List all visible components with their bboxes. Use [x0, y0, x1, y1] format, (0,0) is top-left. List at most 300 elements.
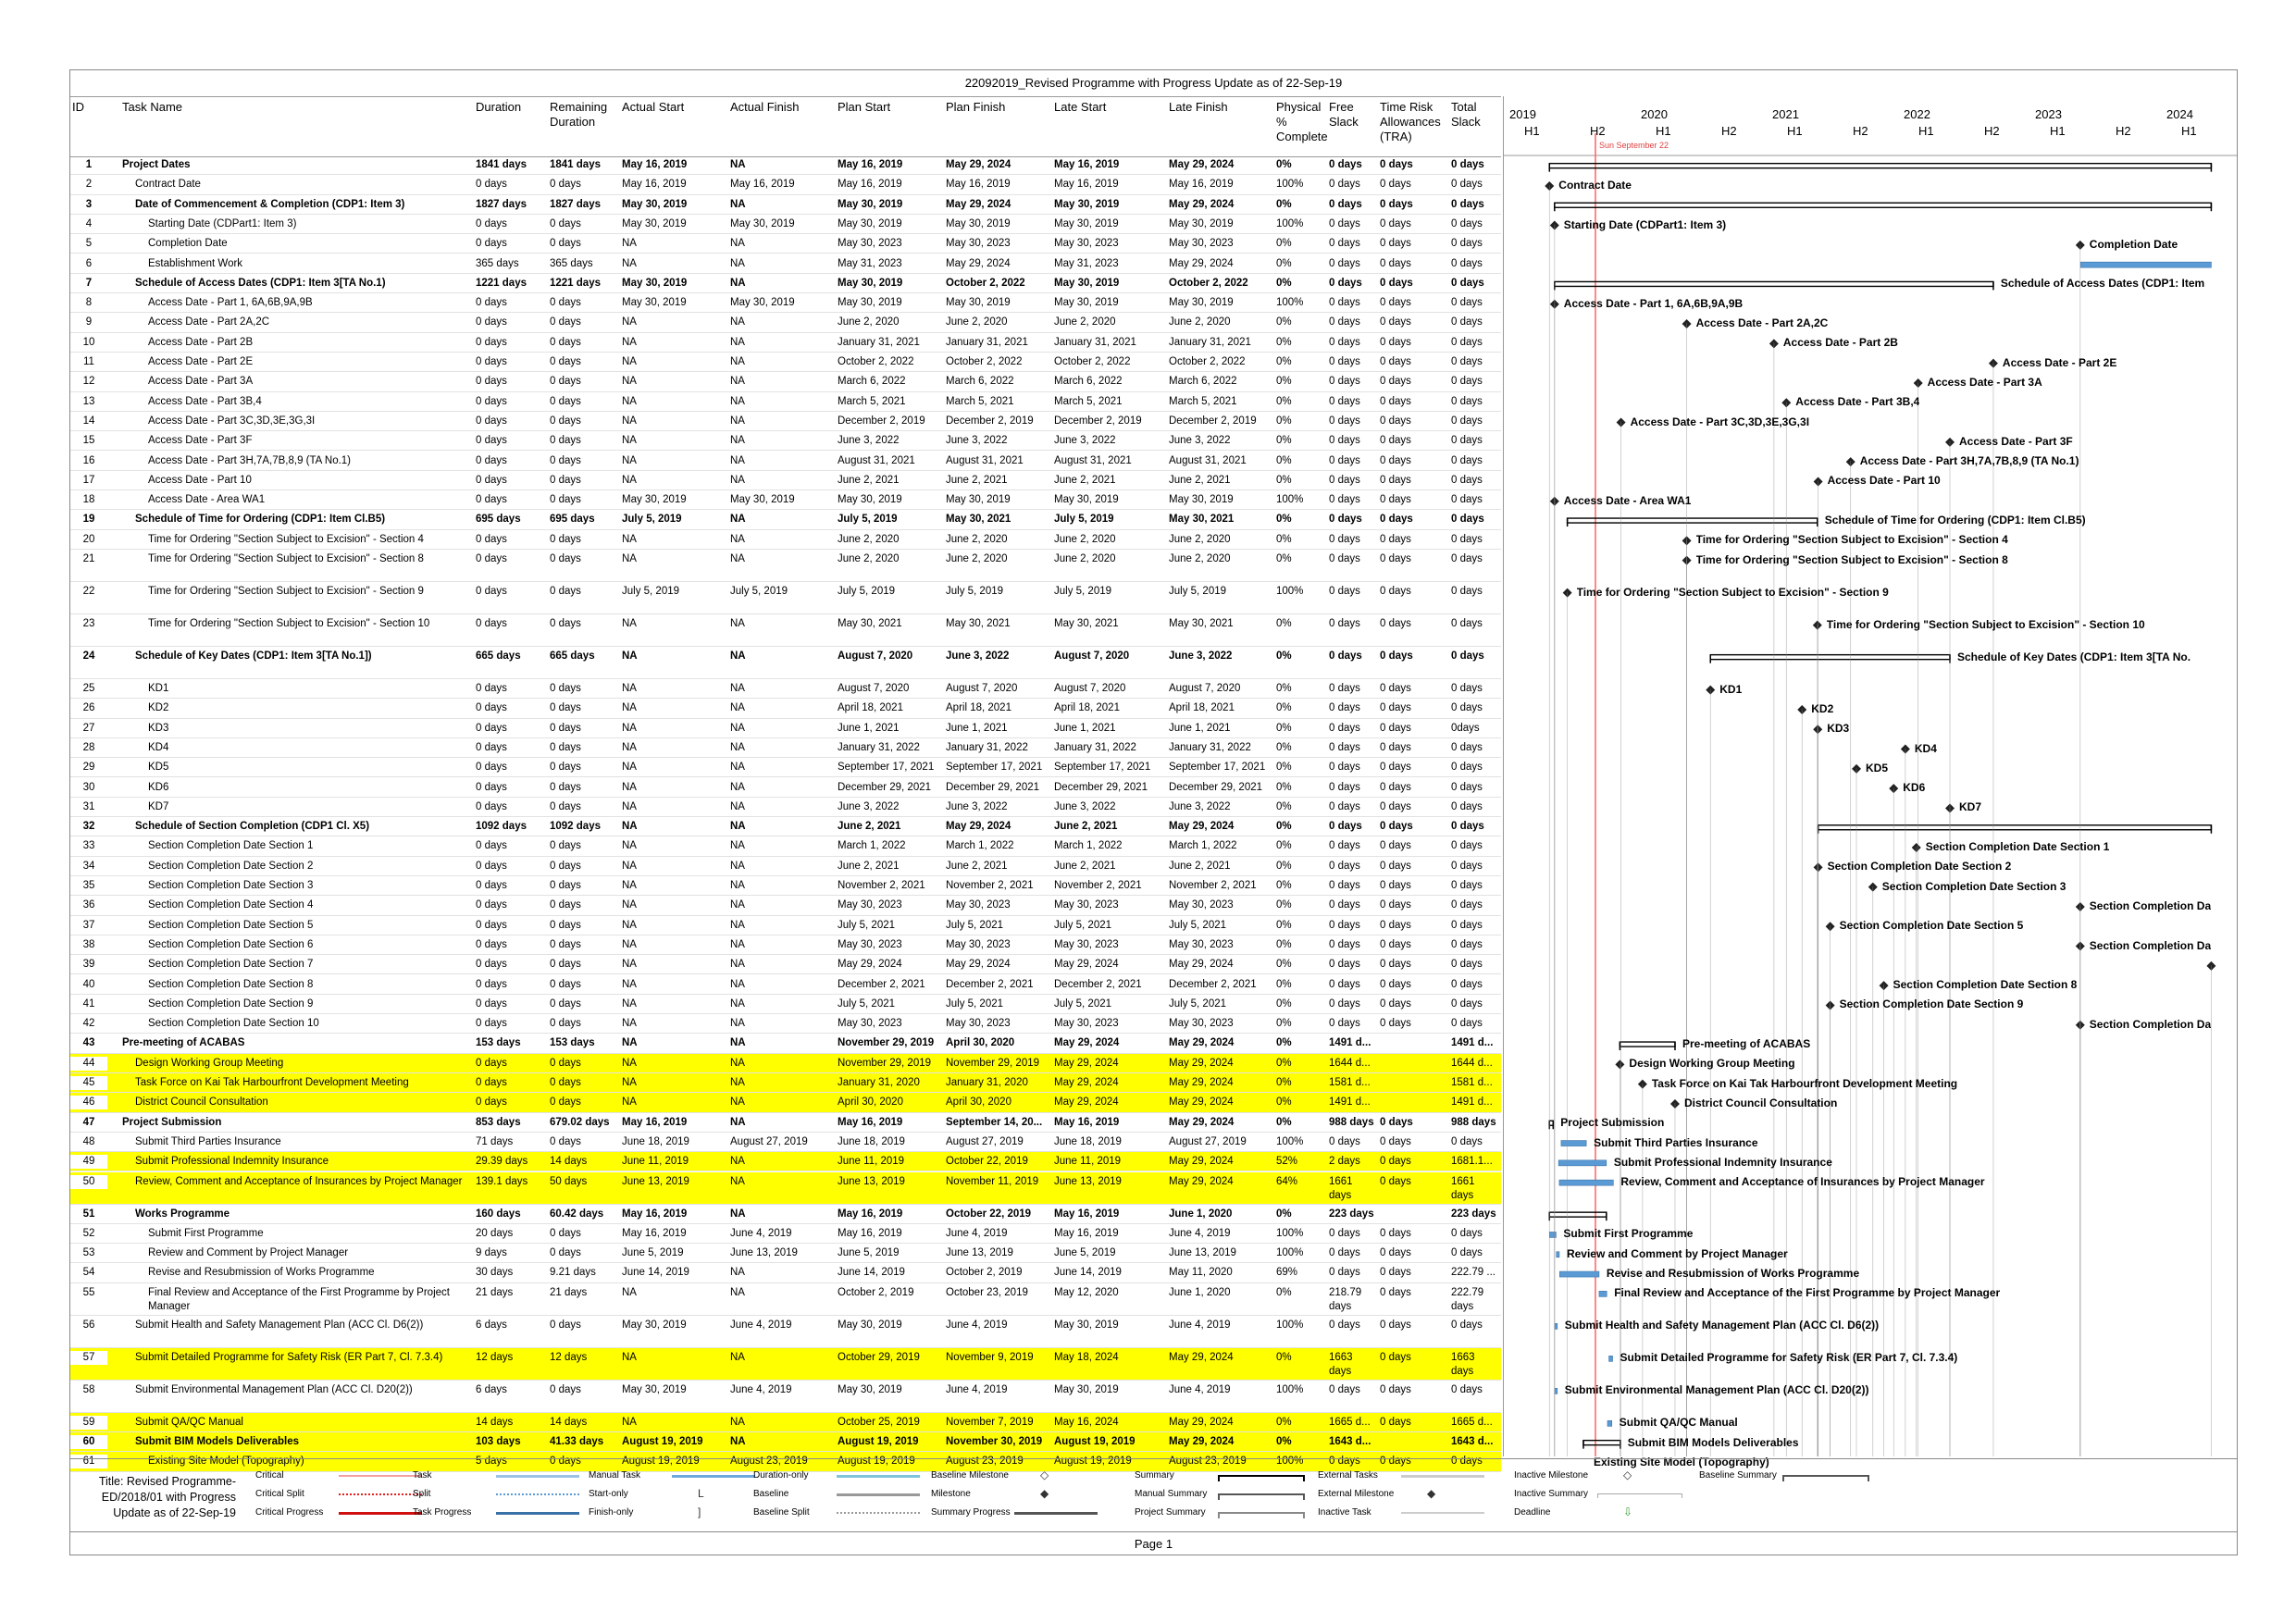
legend-label: External Milestone: [1318, 1489, 1395, 1499]
cell-lstart: July 5, 2021: [1054, 919, 1112, 931]
cell-lstart: May 18, 2024: [1054, 1351, 1119, 1363]
cell-afinish: NA: [730, 1351, 745, 1363]
cell-pstart: April 30, 2020: [838, 1096, 903, 1109]
table-row[interactable]: [70, 778, 1501, 798]
table-row[interactable]: [70, 1113, 1501, 1133]
cell-astart: May 30, 2019: [622, 1319, 687, 1331]
cell-lstart: March 6, 2022: [1054, 376, 1123, 388]
col-id[interactable]: ID: [72, 100, 84, 114]
cell-pct: 0%: [1276, 198, 1292, 210]
col-late-finish[interactable]: Late Finish: [1169, 100, 1228, 114]
cell-tra: 0 days: [1380, 533, 1411, 545]
table-row[interactable]: [70, 975, 1501, 995]
cell-remaining: 153 days: [550, 1037, 595, 1049]
cell-remaining: 0 days: [550, 1319, 581, 1331]
table-row[interactable]: [70, 955, 1501, 974]
table-row[interactable]: [70, 195, 1501, 215]
cell-astart: NA: [622, 454, 637, 466]
cell-tra: 0 days: [1380, 1156, 1411, 1168]
col-total-slack[interactable]: Total Slack: [1451, 100, 1481, 129]
table-row[interactable]: [70, 1133, 1501, 1152]
table-row[interactable]: [70, 471, 1501, 490]
cell-fslack: 0 days: [1329, 474, 1360, 486]
gantt-bar-label: Project Submission: [1560, 1116, 1665, 1130]
table-row[interactable]: [70, 1172, 1501, 1205]
cell-duration: 0 days: [476, 800, 507, 812]
cell-pfinish: September 14, 20...: [946, 1116, 1043, 1128]
table-row[interactable]: [70, 1152, 1501, 1171]
cell-pfinish: December 2, 2019: [946, 415, 1034, 427]
cell-lfinish: August 31, 2021: [1169, 454, 1247, 466]
task-name: Submit BIM Models Deliverables: [135, 1436, 300, 1447]
cell-astart: August 19, 2019: [622, 1436, 703, 1447]
table-row[interactable]: [70, 1283, 1501, 1316]
table-row[interactable]: [70, 490, 1501, 510]
table-row[interactable]: [70, 1224, 1501, 1244]
cell-astart: May 16, 2019: [622, 1208, 688, 1220]
col-plan-start[interactable]: Plan Start: [838, 100, 891, 114]
task-bar: [1599, 1291, 1607, 1296]
cell-pstart: May 31, 2023: [838, 257, 902, 269]
legend-swatch: [1218, 1512, 1305, 1518]
cell-pfinish: May 16, 2019: [946, 179, 1011, 191]
cell-lstart: June 18, 2019: [1054, 1135, 1122, 1147]
cell-lstart: June 3, 2022: [1054, 800, 1116, 812]
table-row[interactable]: [70, 254, 1501, 274]
table-row[interactable]: [70, 530, 1501, 550]
gantt-bar-label: Access Date - Part 2E: [2002, 355, 2117, 369]
row-id: 50: [70, 1175, 107, 1189]
cell-pct: 0%: [1276, 683, 1292, 694]
row-id: 32: [82, 821, 95, 833]
cell-tra: 0 days: [1380, 722, 1411, 734]
table-row[interactable]: [70, 647, 1501, 679]
task-name: Schedule of Time for Ordering (CDP1: Item Cl.B5): [135, 514, 386, 526]
col-actual-start[interactable]: Actual Start: [622, 100, 685, 114]
task-name: KD1: [148, 683, 169, 694]
cell-pstart: May 30, 2023: [838, 1018, 902, 1030]
table-row[interactable]: [70, 857, 1501, 876]
row-id: 4: [85, 217, 93, 229]
cell-afinish: NA: [730, 238, 745, 250]
cell-pstart: May 30, 2023: [838, 899, 902, 911]
cell-tslack: 0 days: [1451, 376, 1483, 388]
table-row[interactable]: [70, 215, 1501, 234]
cell-pfinish: October 2, 2019: [946, 1267, 1023, 1279]
table-row[interactable]: [70, 333, 1501, 353]
cell-duration: 0 days: [476, 840, 507, 852]
table-row[interactable]: [70, 510, 1501, 529]
cell-lfinish: May 29, 2024: [1169, 1057, 1234, 1069]
gantt-bar-label: Review, Comment and Acceptance of Insurances by Project Manager: [1620, 1175, 1985, 1189]
cell-fslack: 0 days: [1329, 415, 1360, 427]
summary-bar: [1818, 825, 2212, 830]
table-row[interactable]: [70, 431, 1501, 451]
cell-pstart: June 11, 2019: [838, 1156, 905, 1168]
col-actual-finish[interactable]: Actual Finish: [730, 100, 800, 114]
cell-duration: 0 days: [476, 860, 507, 872]
table-row[interactable]: [70, 234, 1501, 254]
table-row[interactable]: [70, 916, 1501, 935]
cell-remaining: 0 days: [550, 474, 581, 486]
cell-tslack: 0 days: [1451, 257, 1483, 269]
legend-swatch: [837, 1475, 920, 1478]
task-name: Existing Site Model (Topography): [148, 1456, 304, 1468]
cell-pct: 100%: [1276, 179, 1304, 191]
cell-pstart: May 30, 2023: [838, 938, 902, 950]
cell-lstart: June 2, 2021: [1054, 860, 1116, 872]
legend-label: Duration-only: [753, 1470, 809, 1481]
table-row[interactable]: [70, 1034, 1501, 1053]
cell-tslack: 0 days: [1451, 474, 1483, 486]
table-row[interactable]: [70, 1316, 1501, 1348]
summary-bar: [1710, 655, 1950, 660]
cell-pfinish: June 2, 2020: [946, 533, 1008, 545]
cell-afinish: NA: [730, 533, 745, 545]
cell-remaining: 0 days: [550, 336, 581, 348]
cell-astart: NA: [622, 997, 637, 1010]
cell-tslack: 1491 d...: [1451, 1037, 1494, 1049]
cell-tslack: 1644 d...: [1451, 1057, 1493, 1069]
cell-pfinish: April 30, 2020: [946, 1037, 1015, 1049]
table-row[interactable]: [70, 582, 1501, 614]
table-row[interactable]: [70, 1073, 1501, 1093]
cell-afinish: NA: [730, 316, 745, 328]
cell-lstart: March 1, 2022: [1054, 840, 1123, 852]
cell-lstart: June 2, 2021: [1054, 821, 1118, 833]
cell-tslack: 0 days: [1451, 1456, 1483, 1468]
summary-bar: [1549, 164, 2211, 168]
table-row[interactable]: [70, 817, 1501, 836]
cell-pfinish: August 23, 2019: [946, 1456, 1024, 1468]
cell-tra: 0 days: [1380, 741, 1411, 753]
cell-pct: 0%: [1276, 1018, 1292, 1030]
cell-astart: NA: [622, 533, 637, 545]
row-id: 28: [82, 741, 95, 753]
cell-remaining: 0 days: [550, 781, 581, 793]
cell-lstart: January 31, 2022: [1054, 741, 1136, 753]
row-id: 8: [85, 297, 93, 309]
summary-bar: [1549, 1212, 1607, 1217]
task-name: Revise and Resubmission of Works Programme: [148, 1267, 375, 1279]
cell-afinish: NA: [730, 1175, 745, 1187]
cell-lstart: June 2, 2021: [1054, 474, 1116, 486]
cell-pstart: March 5, 2021: [838, 395, 906, 407]
cell-tslack: 0 days: [1451, 395, 1483, 407]
cell-astart: NA: [622, 821, 638, 833]
cell-tra: 0 days: [1380, 1116, 1413, 1128]
cell-duration: 12 days: [476, 1351, 514, 1363]
cell-pfinish: June 2, 2021: [946, 860, 1008, 872]
cell-lfinish: May 30, 2021: [1169, 514, 1235, 526]
cell-pstart: May 30, 2019: [838, 297, 902, 309]
cell-lstart: December 2, 2019: [1054, 415, 1142, 427]
cell-fslack: 1663 days: [1329, 1351, 1353, 1377]
table-row[interactable]: [70, 155, 1501, 175]
table-row[interactable]: [70, 758, 1501, 777]
cell-duration: 1221 days: [476, 277, 527, 289]
cell-fslack: 0 days: [1329, 997, 1360, 1010]
cell-lfinish: March 1, 2022: [1169, 840, 1237, 852]
cell-fslack: 0 days: [1329, 494, 1360, 506]
gantt-bar-label: Access Date - Part 3B,4: [1795, 395, 1920, 409]
row-id: 23: [82, 618, 95, 629]
legend-label: Deadline: [1514, 1507, 1551, 1518]
cell-astart: July 5, 2019: [622, 586, 680, 597]
cell-tra: 0 days: [1380, 1247, 1411, 1259]
cell-duration: 0 days: [476, 1096, 507, 1109]
table-row[interactable]: [70, 699, 1501, 718]
cell-tslack: 1665 d...: [1451, 1416, 1493, 1428]
gantt-bar-label: Completion Date: [2089, 237, 2178, 251]
table-row[interactable]: [70, 935, 1501, 955]
cell-fslack: 1661 days: [1329, 1175, 1353, 1201]
table-row[interactable]: [70, 1205, 1501, 1224]
cell-lfinish: June 4, 2019: [1169, 1383, 1231, 1395]
col-late-start[interactable]: Late Start: [1054, 100, 1107, 114]
cell-afinish: May 30, 2019: [730, 494, 795, 506]
col-physical-complete[interactable]: Physical % Complete: [1276, 100, 1328, 143]
cell-duration: 0 days: [476, 762, 507, 774]
col-duration[interactable]: Duration: [476, 100, 522, 114]
cell-afinish: NA: [730, 618, 745, 629]
cell-lfinish: June 2, 2020: [1169, 553, 1231, 564]
cell-pfinish: November 29, 2019: [946, 1057, 1040, 1069]
cell-tslack: 0 days: [1451, 1319, 1483, 1331]
cell-pfinish: May 29, 2024: [946, 198, 1011, 210]
cell-tra: 0 days: [1380, 762, 1411, 774]
cell-lstart: August 19, 2019: [1054, 1436, 1136, 1447]
gantt-bar-label: Time for Ordering "Section Subject to Excision" - Section 8: [1695, 552, 2008, 566]
cell-pstart: March 1, 2022: [838, 840, 906, 852]
cell-pfinish: November 11, 2019: [946, 1175, 1039, 1187]
row-id: 10: [82, 336, 95, 348]
cell-lfinish: March 6, 2022: [1169, 376, 1237, 388]
cell-afinish: NA: [730, 840, 745, 852]
row-id: 22: [82, 586, 95, 597]
cell-duration: 0 days: [476, 474, 507, 486]
cell-duration: 0 days: [476, 722, 507, 734]
cell-afinish: August 27, 2019: [730, 1135, 808, 1147]
task-name: Access Date - Part 3C,3D,3E,3G,3I: [148, 415, 316, 427]
cell-tslack: 0 days: [1451, 217, 1483, 229]
task-name: KD3: [148, 722, 169, 734]
baseline-ms-icon: ◇: [1040, 1468, 1049, 1481]
task-name: Completion Date: [148, 238, 228, 250]
cell-lstart: May 30, 2023: [1054, 1018, 1119, 1030]
cell-remaining: 14 days: [550, 1156, 588, 1168]
gantt-bar-label: Access Date - Part 1, 6A,6B,9A,9B: [1563, 296, 1744, 310]
cell-tra: 0 days: [1380, 376, 1411, 388]
task-name: Submit Environmental Management Plan (ACC Cl. D20(2)): [135, 1383, 413, 1395]
table-row[interactable]: [70, 1093, 1501, 1112]
gantt-bar-label: Revise and Resubmission of Works Programme: [1606, 1267, 1860, 1281]
cell-pstart: June 2, 2020: [838, 533, 900, 545]
cell-duration: 0 days: [476, 356, 507, 367]
cell-duration: 30 days: [476, 1267, 514, 1279]
table-row[interactable]: [70, 353, 1501, 372]
cell-lfinish: June 1, 2020: [1169, 1208, 1233, 1220]
cell-pfinish: September 17, 2021: [946, 762, 1043, 774]
legend-label: Manual Summary: [1135, 1489, 1208, 1499]
cell-remaining: 0 days: [550, 1057, 581, 1069]
cell-lfinish: May 16, 2019: [1169, 179, 1234, 191]
col-remaining[interactable]: Remaining Duration: [550, 100, 608, 129]
cell-afinish: July 5, 2019: [730, 586, 788, 597]
cell-pfinish: March 1, 2022: [946, 840, 1014, 852]
cell-duration: 139.1 days: [476, 1175, 528, 1187]
table-row[interactable]: [70, 1263, 1501, 1282]
cell-afinish: NA: [730, 781, 745, 793]
table-row[interactable]: [70, 372, 1501, 391]
cell-tra: 0 days: [1380, 356, 1411, 367]
cell-afinish: NA: [730, 762, 745, 774]
cell-duration: 0 days: [476, 959, 507, 971]
cell-lfinish: June 4, 2019: [1169, 1227, 1231, 1239]
table-row[interactable]: [70, 1413, 1501, 1432]
cell-pct: 0%: [1276, 1351, 1292, 1363]
gantt-bar-label: Task Force on Kai Tak Harbourfront Development Meeting: [1651, 1076, 1958, 1090]
table-row[interactable]: [70, 995, 1501, 1014]
cell-astart: NA: [622, 553, 637, 564]
cell-astart: NA: [622, 650, 638, 662]
table-row[interactable]: [70, 293, 1501, 313]
table-row[interactable]: [70, 274, 1501, 293]
col-free-slack[interactable]: Free Slack: [1329, 100, 1359, 129]
cell-lstart: August 31, 2021: [1054, 454, 1132, 466]
table-row[interactable]: [70, 836, 1501, 856]
cell-astart: NA: [622, 762, 637, 774]
legend-label: Baseline Split: [753, 1507, 810, 1518]
table-row[interactable]: [70, 1244, 1501, 1263]
legend-swatch: [1014, 1512, 1098, 1515]
cell-afinish: NA: [730, 415, 745, 427]
table-row[interactable]: [70, 313, 1501, 332]
cell-fslack: 988 days: [1329, 1116, 1374, 1128]
cell-tra: 0 days: [1380, 494, 1411, 506]
cell-pfinish: May 30, 2019: [946, 494, 1011, 506]
cell-fslack: 0 days: [1329, 356, 1360, 367]
table-row[interactable]: [70, 1054, 1501, 1073]
timescale-half: H2: [1984, 124, 2000, 138]
cell-pct: 100%: [1276, 217, 1304, 229]
col-task-name[interactable]: Task Name: [122, 100, 183, 114]
table-row[interactable]: [70, 614, 1501, 647]
cell-tslack: 0 days: [1451, 919, 1483, 931]
table-row[interactable]: [70, 1014, 1501, 1034]
gantt-bar-label: District Council Consultation: [1683, 1096, 1838, 1109]
table-row[interactable]: [70, 175, 1501, 194]
task-name: Time for Ordering "Section Subject to Excision" - Section 9: [148, 586, 424, 597]
table-row[interactable]: [70, 1432, 1501, 1452]
cell-lstart: July 5, 2019: [1054, 514, 1114, 526]
cell-tra: 0 days: [1380, 899, 1411, 911]
cell-pstart: May 16, 2019: [838, 159, 903, 170]
cell-duration: 0 days: [476, 415, 507, 427]
table-row[interactable]: [70, 550, 1501, 582]
row-id: 40: [82, 978, 95, 990]
cell-fslack: 0 days: [1329, 533, 1360, 545]
cell-pstart: June 5, 2019: [838, 1247, 900, 1259]
cell-pstart: December 2, 2019: [838, 415, 925, 427]
table-row[interactable]: [70, 1348, 1501, 1381]
table-row[interactable]: [70, 452, 1501, 471]
cell-pstart: December 29, 2021: [838, 781, 932, 793]
cell-fslack: 0 days: [1329, 316, 1360, 328]
task-name: Project Dates: [122, 159, 191, 170]
cell-duration: 0 days: [476, 781, 507, 793]
cell-pct: 0%: [1276, 356, 1292, 367]
cell-remaining: 0 days: [550, 238, 581, 250]
task-name: KD5: [148, 762, 169, 774]
cell-tra: 0 days: [1380, 938, 1411, 950]
table-row[interactable]: [70, 412, 1501, 431]
cell-astart: May 16, 2019: [622, 1227, 687, 1239]
cell-remaining: 0 days: [550, 1247, 581, 1259]
cell-remaining: 0 days: [550, 959, 581, 971]
cell-tslack: 0 days: [1451, 553, 1483, 564]
table-header: [70, 96, 1501, 157]
task-name: Final Review and Acceptance of the First Programme by Project Manager: [148, 1286, 450, 1312]
cell-fslack: 0 days: [1329, 702, 1360, 714]
table-row[interactable]: [70, 719, 1501, 738]
col-tra[interactable]: Time Risk Allowances (TRA): [1380, 100, 1441, 143]
cell-pstart: November 29, 2019: [838, 1057, 932, 1069]
task-name: Section Completion Date Section 9: [148, 997, 314, 1010]
inactive-ms-icon: ◇: [1623, 1468, 1632, 1481]
cell-remaining: 0 days: [550, 899, 581, 911]
table-row[interactable]: [70, 798, 1501, 817]
cell-lstart: June 1, 2021: [1054, 722, 1116, 734]
cell-remaining: 679.02 days: [550, 1116, 610, 1128]
col-plan-finish[interactable]: Plan Finish: [946, 100, 1006, 114]
cell-lstart: May 30, 2023: [1054, 899, 1119, 911]
table-row[interactable]: [70, 896, 1501, 915]
row-id: 25: [82, 683, 95, 694]
cell-astart: May 16, 2019: [622, 159, 688, 170]
cell-lfinish: December 2, 2019: [1169, 415, 1257, 427]
cell-pfinish: November 30, 2019: [946, 1436, 1043, 1447]
row-id: 45: [70, 1076, 107, 1090]
table-row[interactable]: [70, 679, 1501, 699]
cell-tslack: 0 days: [1451, 997, 1483, 1010]
table-row[interactable]: [70, 392, 1501, 412]
cell-remaining: 0 days: [550, 800, 581, 812]
cell-duration: 71 days: [476, 1135, 514, 1147]
row-id: 56: [82, 1319, 95, 1331]
cell-lstart: March 5, 2021: [1054, 395, 1123, 407]
cell-lfinish: May 30, 2023: [1169, 1018, 1234, 1030]
cell-tslack: 0 days: [1451, 821, 1484, 833]
cell-remaining: 0 days: [550, 997, 581, 1010]
cell-pstart: June 2, 2020: [838, 553, 900, 564]
table-row[interactable]: [70, 1381, 1501, 1413]
task-name: Section Completion Date Section 5: [148, 919, 314, 931]
cell-lstart: July 5, 2019: [1054, 586, 1112, 597]
cell-tra: 0 days: [1380, 880, 1411, 891]
cell-tra: 0 days: [1380, 159, 1413, 170]
gantt-bar-label: Section Completion Date Section 8: [1893, 978, 2078, 992]
cell-tra: 0 days: [1380, 1175, 1411, 1187]
cell-pfinish: June 4, 2019: [946, 1319, 1008, 1331]
table-row[interactable]: [70, 876, 1501, 896]
legend-label: Manual Task: [589, 1470, 640, 1481]
table-row[interactable]: [70, 738, 1501, 758]
cell-pfinish: October 22, 2019: [946, 1208, 1032, 1220]
cell-pstart: June 18, 2019: [838, 1135, 905, 1147]
cell-pstart: June 2, 2020: [838, 316, 900, 328]
gantt-bar-label: KD7: [1958, 800, 1981, 814]
